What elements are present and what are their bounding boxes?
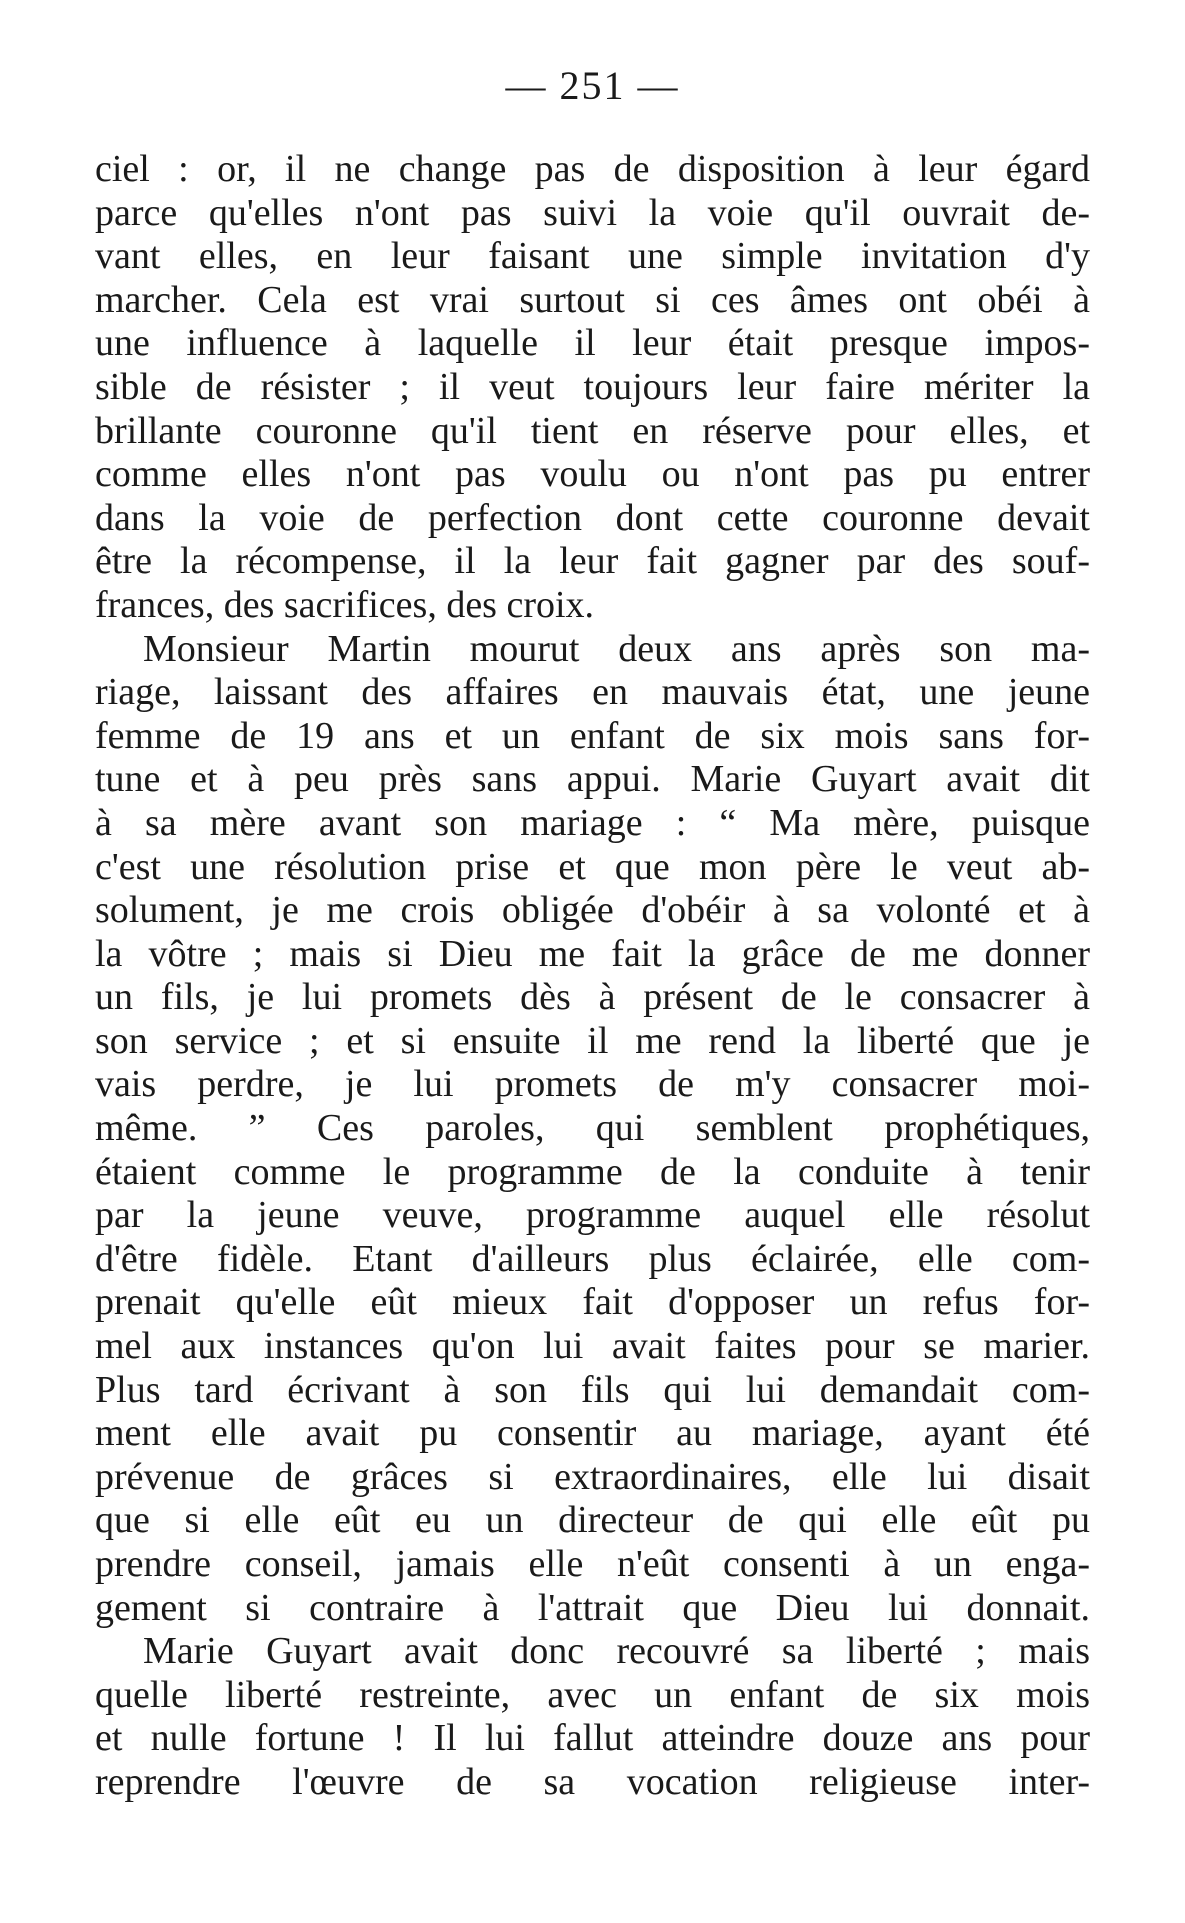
text-line: vais perdre, je lui promets de m'y consacrer moi- xyxy=(95,1063,1090,1106)
text-line: même. ” Ces paroles, qui semblent prophétiques, xyxy=(95,1107,1090,1150)
text-line: d'être fidèle. Etant d'ailleurs plus éclairée, elle com- xyxy=(95,1237,1090,1280)
text-line: Marie Guyart avait donc recouvré sa liberté ; mais xyxy=(143,1630,1090,1673)
text-line: tune et à peu près sans appui. Marie Guyart avait dit xyxy=(95,758,1090,801)
text-line: ment elle avait pu consentir au mariage, ayant été xyxy=(95,1412,1090,1455)
text-line: brillante couronne qu'il tient en réserve pour elles, et xyxy=(95,409,1090,452)
text-line: son service ; et si ensuite il me rend la liberté que je xyxy=(95,1019,1090,1062)
page-number: — 251 — xyxy=(505,63,680,108)
text-line: une influence à laquelle il leur était presque impos- xyxy=(95,322,1090,365)
text-line: prenait qu'elle eût mieux fait d'opposer un refus for- xyxy=(95,1281,1090,1324)
text-line: la vôtre ; mais si Dieu me fait la grâce de me donner xyxy=(95,932,1090,975)
text-line: parce qu'elles n'ont pas suivi la voie qu'il ouvrait de- xyxy=(95,191,1090,234)
body-text xyxy=(95,148,1090,1805)
text-line: un fils, je lui promets dès à présent de le consacrer à xyxy=(95,976,1090,1019)
text-line: marcher. Cela est vrai surtout si ces âmes ont obéi à xyxy=(95,278,1090,321)
text-line: prendre conseil, jamais elle n'eût consenti à un enga- xyxy=(95,1543,1090,1585)
text-line: riage, laissant des affaires en mauvais état, une jeune xyxy=(95,671,1090,714)
text-line: prévenue de grâces si extraordinaires, elle lui disait xyxy=(95,1455,1090,1498)
text-line: mel aux instances qu'on lui avait faites pour se marier. xyxy=(95,1325,1090,1368)
text-line: par la jeune veuve, programme auquel elle résolut xyxy=(95,1194,1090,1237)
text-line: étaient comme le programme de la conduite à tenir xyxy=(95,1150,1090,1193)
text-line: être la récompense, il la leur fait gagner par des souf- xyxy=(95,540,1090,583)
text-line: et nulle fortune ! Il lui fallut atteindre douze ans pour xyxy=(95,1717,1090,1760)
text-line: c'est une résolution prise et que mon père le veut ab- xyxy=(95,845,1090,888)
text-line: que si elle eût eu un directeur de qui elle eût pu xyxy=(95,1499,1090,1542)
text-line: quelle liberté restreinte, avec un enfant de six mois xyxy=(95,1673,1090,1716)
text-line: reprendre l'œuvre de sa vocation religieuse inter- xyxy=(95,1760,1090,1803)
text-line: gement si contraire à l'attrait que Dieu lui donnait. xyxy=(95,1586,1090,1629)
text-line: comme elles n'ont pas voulu ou n'ont pas pu entrer xyxy=(95,453,1090,496)
text-line: ciel : or, il ne change pas de disposition à leur égard xyxy=(95,148,1090,190)
text-line: solument, je me crois obligée d'obéir à sa volonté et à xyxy=(95,889,1090,932)
text-line: à sa mère avant son mariage : “ Ma mère, puisque xyxy=(95,801,1090,844)
text-line: dans la voie de perfection dont cette couronne devait xyxy=(95,496,1090,539)
text-line: frances, des sacrifices, des croix. xyxy=(95,583,595,626)
text-line: Monsieur Martin mourut deux ans après son ma- xyxy=(143,627,1090,670)
text-line: femme de 19 ans et un enfant de six mois sans for- xyxy=(95,714,1090,757)
text-line: Plus tard écrivant à son fils qui lui demandait com- xyxy=(95,1368,1090,1411)
text-line: sible de résister ; il veut toujours leur faire mériter la xyxy=(95,365,1090,408)
text-line: vant elles, en leur faisant une simple invitation d'y xyxy=(95,235,1090,278)
